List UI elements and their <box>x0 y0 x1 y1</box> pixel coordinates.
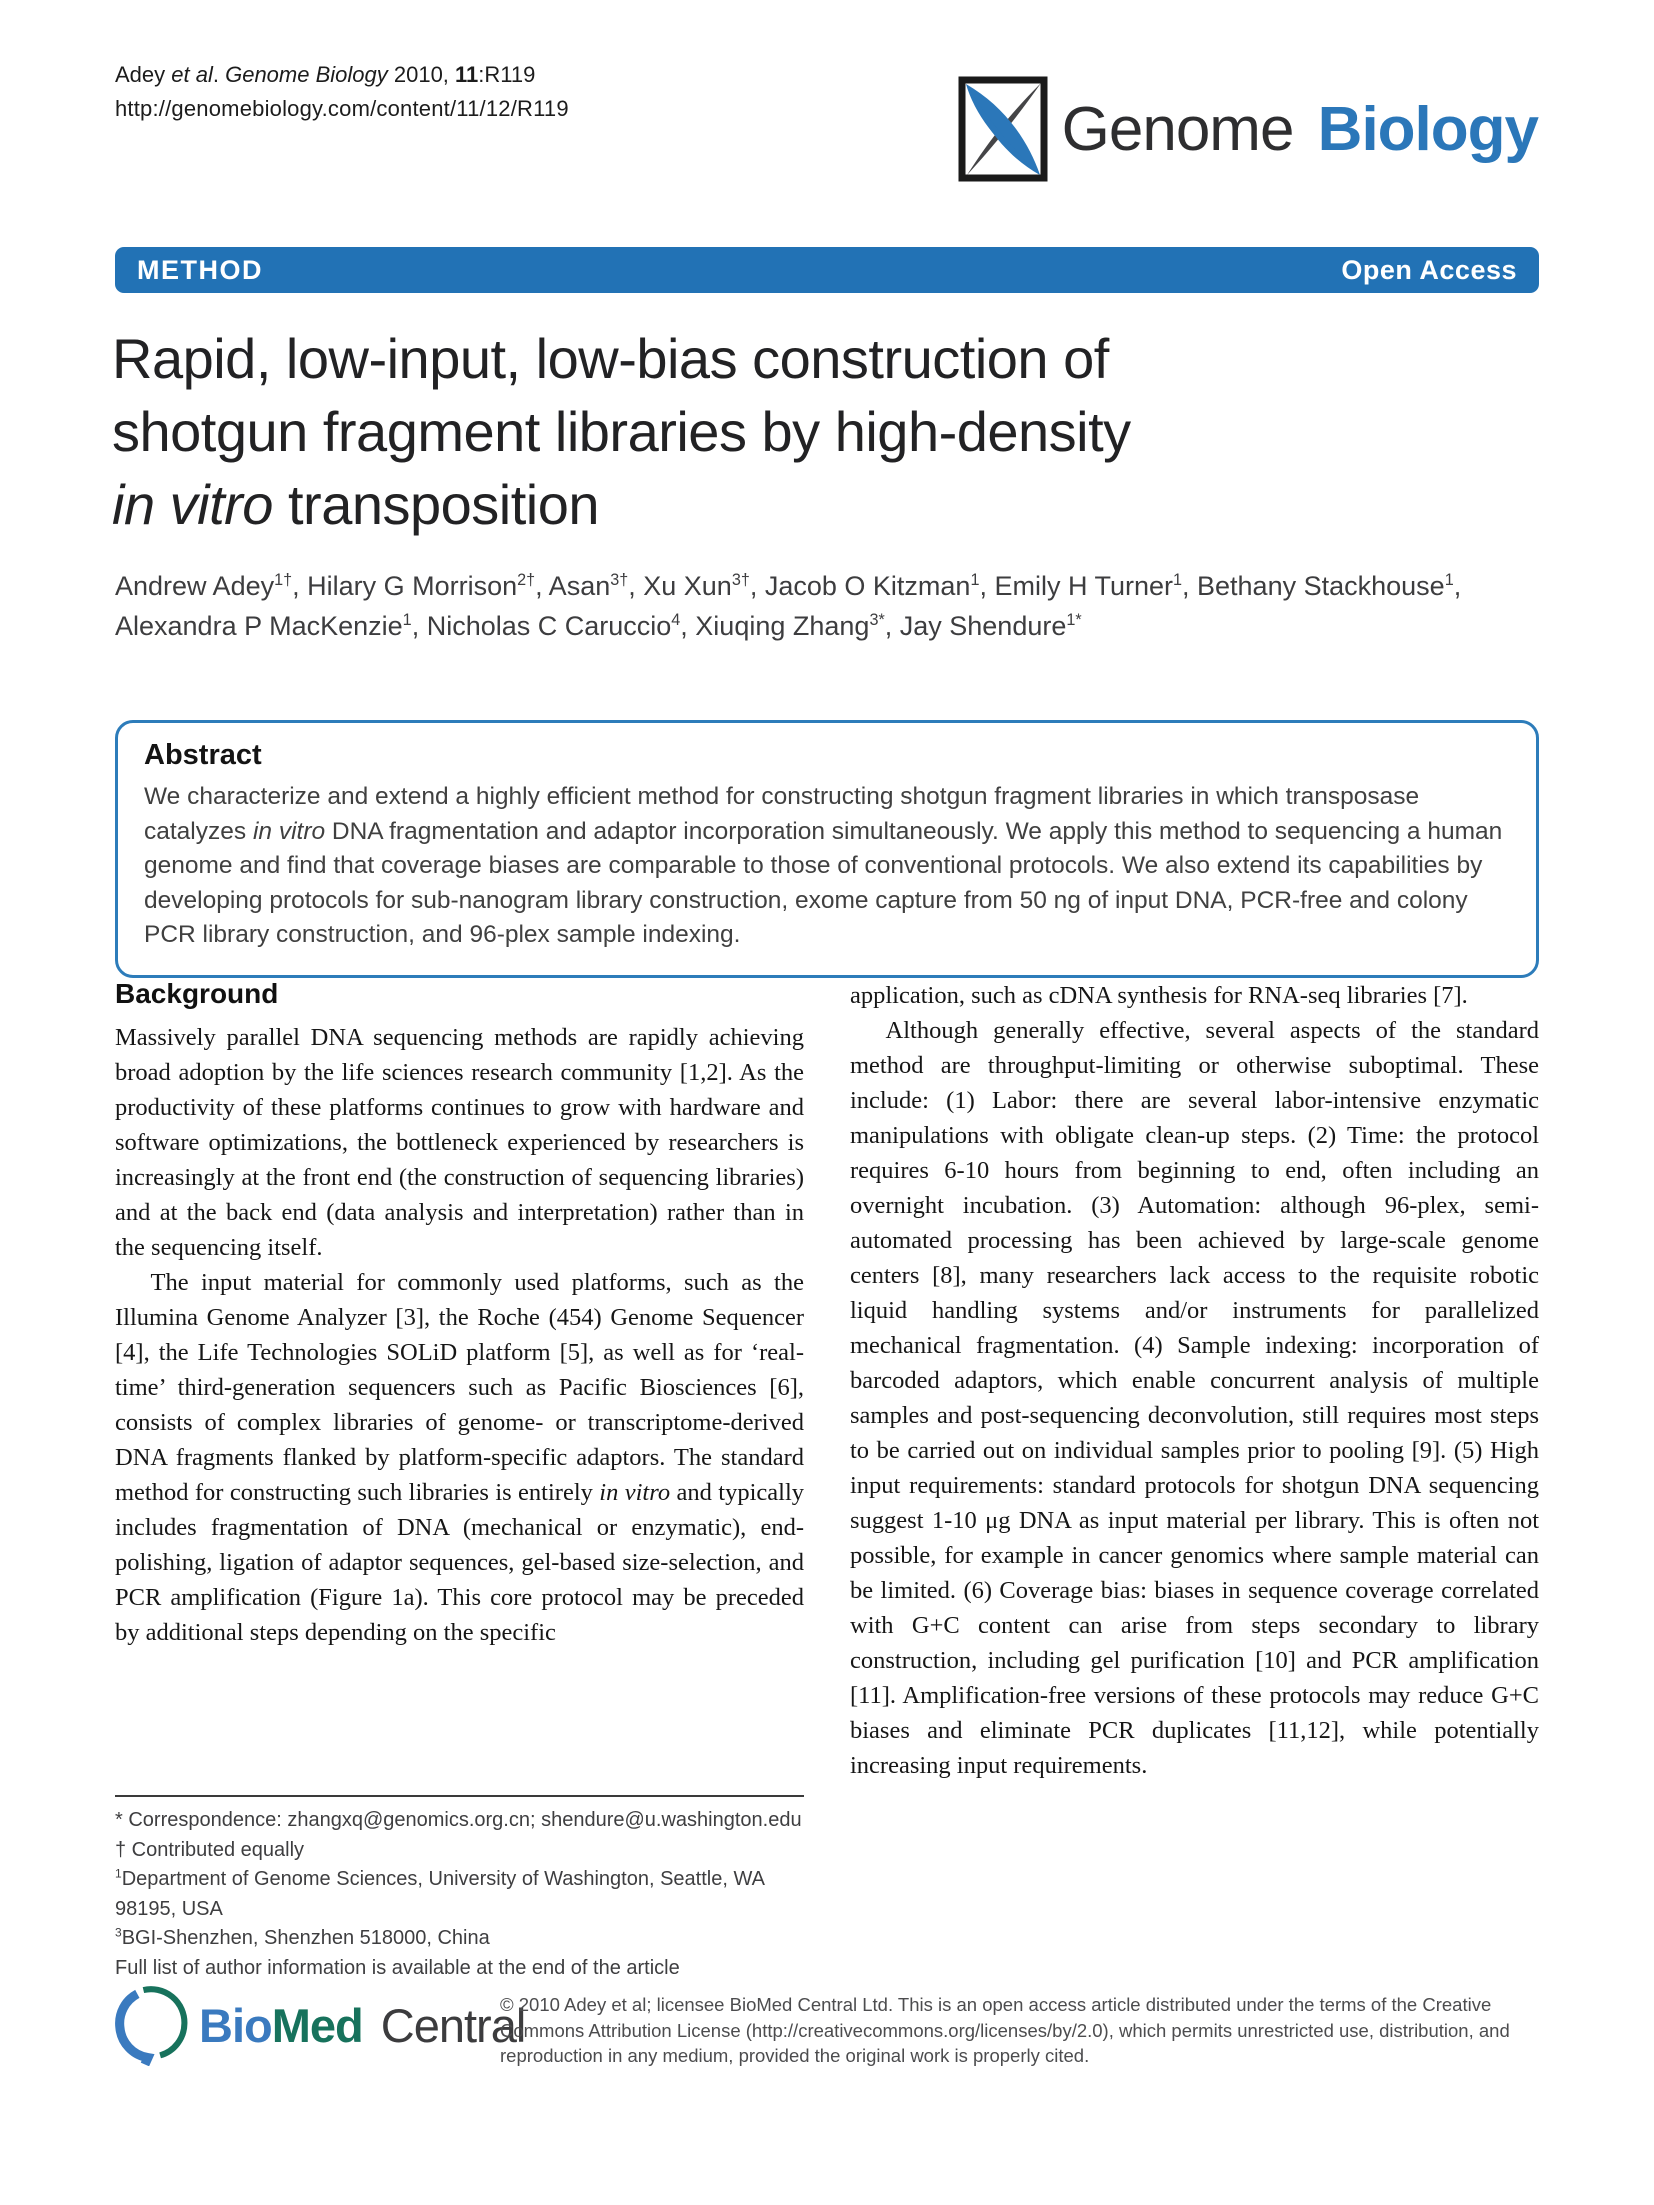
background-paragraph-4: Although generally effective, several aspects of the standard method are throughput-limiting or otherwise suboptimal. These include: (1) Labor: there are several labor-intensive enzymatic manipulations with obligate clean-up steps. (2) Time: the protocol requires 6-10 hours from beginning to end, often including an overnight incubation. (3) Automation: although 96-plex, semi-automated processing has been achieved by large-scale genome centers [8], many researchers lack access to the requisite robotic liquid handling systems and/or instruments for parallelized mechanical fragmentation. (4) Sample indexing: incorporation of barcoded adaptors, which enable concurrent analysis of multiple samples and post-sequencing deconvolution, still requires most steps to be carried out on individual samples prior to pooling [9]. (5) High input requirements: standard protocols for shotgun DNA sequencing suggest 1-10 μg DNA as input material per library. This is often not possible, for example in cancer genomics where sample material can be limited. (6) Coverage bias: biases in sequence coverage correlated with G+C content can arise from steps secondary to library construction, including gel purification [10] and PCR amplification [11]. Amplification-free versions of these protocols may reduce G+C biases and eliminate PCR duplicates [11,12], while potentially increasing input requirements. <box>850 1017 1539 1779</box>
section-heading-background: Background <box>115 978 279 1009</box>
biomed-logo-bio: Bio <box>199 1998 272 2052</box>
title-line-2: shotgun fragment libraries by high-density <box>112 400 1131 463</box>
open-access-label: Open Access <box>1341 254 1517 285</box>
journal-logo-genome: Genome <box>1061 94 1294 164</box>
abstract-heading: Abstract <box>144 739 262 771</box>
citation-line: Adey et al. Genome Biology 2010, 11:R119 <box>115 62 536 87</box>
article-title <box>112 322 1131 541</box>
citation-block <box>115 58 569 126</box>
biomed-circle-icon <box>113 1984 189 2066</box>
genome-biology-mark-icon <box>958 76 1048 182</box>
footnote-correspondence: * Correspondence: zhangxq@genomics.org.cn; shendure@u.washington.edu <box>115 1809 802 1831</box>
citation-url[interactable]: http://genomebiology.com/content/11/12/R119 <box>115 96 569 121</box>
biomed-logo-med: Med <box>271 1998 363 2052</box>
author-list: Andrew Adey$^{1\dagger}$, Hilary G Morrison$^{2\dagger}$, Asan$^{3\dagger}$, Xu Xun$^{3\dagger}$, Jacob O Kitzman$^1$, Emily H Turner$^1$, Bethany Stackhouse$^1$, Alexandra P MacKenzie$^1$, Nicholas C Caruccio$^4$, Xiuqing Zhang$^{3*}$, Jay Shendure$^{1*}$ <box>115 571 1462 641</box>
journal-logo <box>958 76 1538 182</box>
biomed-central-logo <box>113 1984 525 2066</box>
article-type-label: METHOD <box>137 254 263 285</box>
footnote-full-list: Full list of author information is available at the end of the article <box>115 1956 680 1979</box>
footnote-affiliation-3: $^3$BGI-Shenzhen, Shenzhen 518000, China <box>115 1925 490 1949</box>
background-paragraph-1: Massively parallel DNA sequencing methods are rapidly achieving broad adoption by the life sciences research community [1,2]. As the productivity of these platforms continues to grow with hardware and software optimizations, the bottleneck experienced by researchers is increasingly at the front end (the construction of sequencing libraries) and at the back end (data analysis and interpretation) rather than in the sequencing itself. <box>115 1024 804 1261</box>
right-column <box>850 978 1539 1783</box>
article-type-bar <box>115 247 1539 293</box>
background-paragraph-2: The input material for commonly used platforms, such as the Illumina Genome Analyzer [3], the Roche (454) Genome Sequencer [4], the Life Technologies SOLiD platform [5], as well as for ‘real-time’ third-generation sequencers such as Pacific Biosciences [6], consists of complex libraries of genome- or transcriptome-derived DNA fragments flanked by platform-specific adaptors. The standard method for constructing such libraries is entirely in vitro and typically includes fragmentation of DNA (mechanical or enzymatic), end-polishing, ligation of adaptor sequences, gel-based size-selection, and PCR amplification (Figure 1a). This core protocol may be preceded by additional steps depending on the specific <box>115 1269 804 1646</box>
background-paragraph-3: application, such as cDNA synthesis for RNA-seq libraries [7]. <box>850 982 1468 1009</box>
footnote-affiliation-1: $^1$Department of Genome Sciences, University of Washington, Seattle, WA 98195, USA <box>115 1866 764 1920</box>
journal-logo-text <box>1062 94 1538 165</box>
biomed-logo-central: Central <box>380 1998 526 2052</box>
copyright-notice: © 2010 Adey et al; licensee BioMed Central Ltd. This is an open access article distributed under the terms of the Creative Commons Attribution License (http://creativecommons.org/licenses/by/2.0), which permits unrestricted use, distribution, and reproduction in any medium, provided the original work is properly cited. <box>500 1994 1510 2066</box>
abstract-text: We characterize and extend a highly efficient method for constructing shotgun fragment libraries in which transposase catalyzes in vitro DNA fragmentation and adaptor incorporation simultaneously. We apply this method to sequencing a human genome and find that coverage biases are comparable to those of conventional protocols. We also extend its capabilities by developing protocols for sub-nanogram library construction, exome capture from 50 ng of input DNA, PCR-free and colony PCR library construction, and 96-plex sample indexing. <box>144 783 1503 948</box>
footnote-contributed: † Contributed equally <box>115 1838 305 1861</box>
title-line-1: Rapid, low-input, low-bias construction of <box>112 327 1109 390</box>
title-line-3: in vitro transposition <box>112 473 600 536</box>
biomed-logo-text <box>199 1998 525 2053</box>
left-column <box>115 978 804 1650</box>
abstract-box <box>115 720 1539 978</box>
journal-logo-biology: Biology <box>1317 94 1538 164</box>
body-columns <box>115 978 1539 1783</box>
footnote-block <box>115 1795 804 1983</box>
